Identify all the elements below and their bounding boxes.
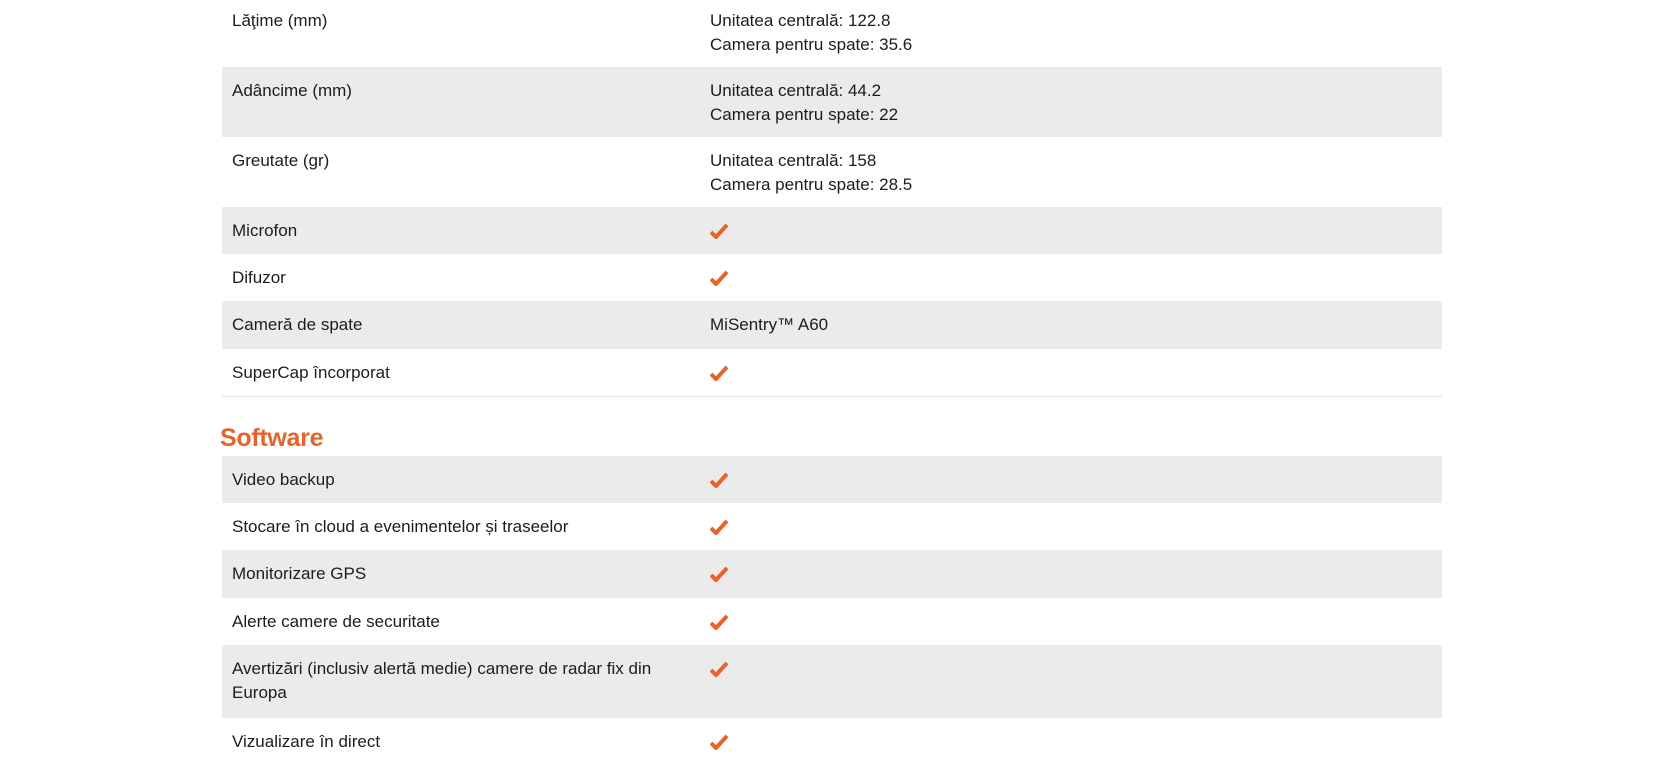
spec-row (222, 456, 1442, 503)
spec-label: Difuzor (232, 268, 286, 287)
checkmark-icon (710, 519, 728, 535)
spec-value-line: Camera pentru spate: 28.5 (710, 175, 913, 194)
spec-label: Cameră de spate (232, 315, 363, 334)
spec-value (700, 456, 1442, 503)
spec-row (222, 645, 1442, 718)
checkmark-icon (710, 472, 728, 488)
spec-row (222, 137, 1442, 207)
software-spec-table (222, 456, 1442, 765)
spec-label: Lăţime (mm) (232, 11, 328, 30)
spec-value-line: Camera pentru spate: 35.6 (710, 35, 913, 54)
spec-value (700, 349, 1442, 396)
spec-value (700, 67, 1442, 137)
spec-value (700, 207, 1442, 254)
checkmark-icon (710, 270, 728, 286)
spec-value (700, 301, 1442, 349)
spec-value-line: MiSentry™ A60 (710, 315, 829, 334)
spec-value (700, 598, 1442, 645)
checkmark-icon (710, 566, 728, 582)
spec-value-line: Unitatea centrală: 44.2 (710, 81, 882, 100)
spec-row (222, 718, 1442, 765)
spec-value-line: Unitatea centrală: 158 (710, 151, 877, 170)
spec-value (700, 137, 1442, 207)
spec-value (700, 0, 1442, 67)
spec-value (700, 645, 1442, 718)
checkmark-icon (710, 734, 728, 750)
spec-label: Avertizări (inclusiv alertă medie) camere de radar fix din Europa (232, 659, 652, 702)
spec-value (700, 254, 1442, 301)
spec-row (222, 67, 1442, 137)
spec-row (222, 254, 1442, 301)
spec-label: Stocare în cloud a evenimentelor și traseelor (232, 517, 569, 536)
spec-value (700, 503, 1442, 550)
spec-value-line: Unitatea centrală: 122.8 (710, 11, 891, 30)
checkmark-icon (710, 365, 728, 381)
spec-value-line: Camera pentru spate: 22 (710, 105, 899, 124)
spec-label: Video backup (232, 470, 335, 489)
spec-row (222, 349, 1442, 396)
checkmark-icon (710, 614, 728, 630)
spec-row (222, 503, 1442, 550)
spec-row (222, 207, 1442, 254)
spec-label: Monitorizare GPS (232, 564, 367, 583)
spec-row (222, 301, 1442, 349)
spec-row (222, 550, 1442, 598)
spec-label: Greutate (gr) (232, 151, 330, 170)
table-divider (222, 396, 1442, 397)
spec-label: Alerte camere de securitate (232, 612, 440, 631)
spec-label: Adâncime (mm) (232, 81, 352, 100)
spec-value (700, 718, 1442, 765)
checkmark-icon (710, 661, 728, 677)
hardware-spec-table (222, 0, 1442, 397)
spec-label: SuperCap încorporat (232, 363, 390, 382)
spec-row (222, 0, 1442, 67)
checkmark-icon (710, 223, 728, 239)
spec-label: Vizualizare în direct (232, 732, 381, 751)
spec-value (700, 550, 1442, 598)
spec-row (222, 598, 1442, 645)
spec-label: Microfon (232, 221, 298, 240)
section-title-software: Software (220, 424, 324, 452)
